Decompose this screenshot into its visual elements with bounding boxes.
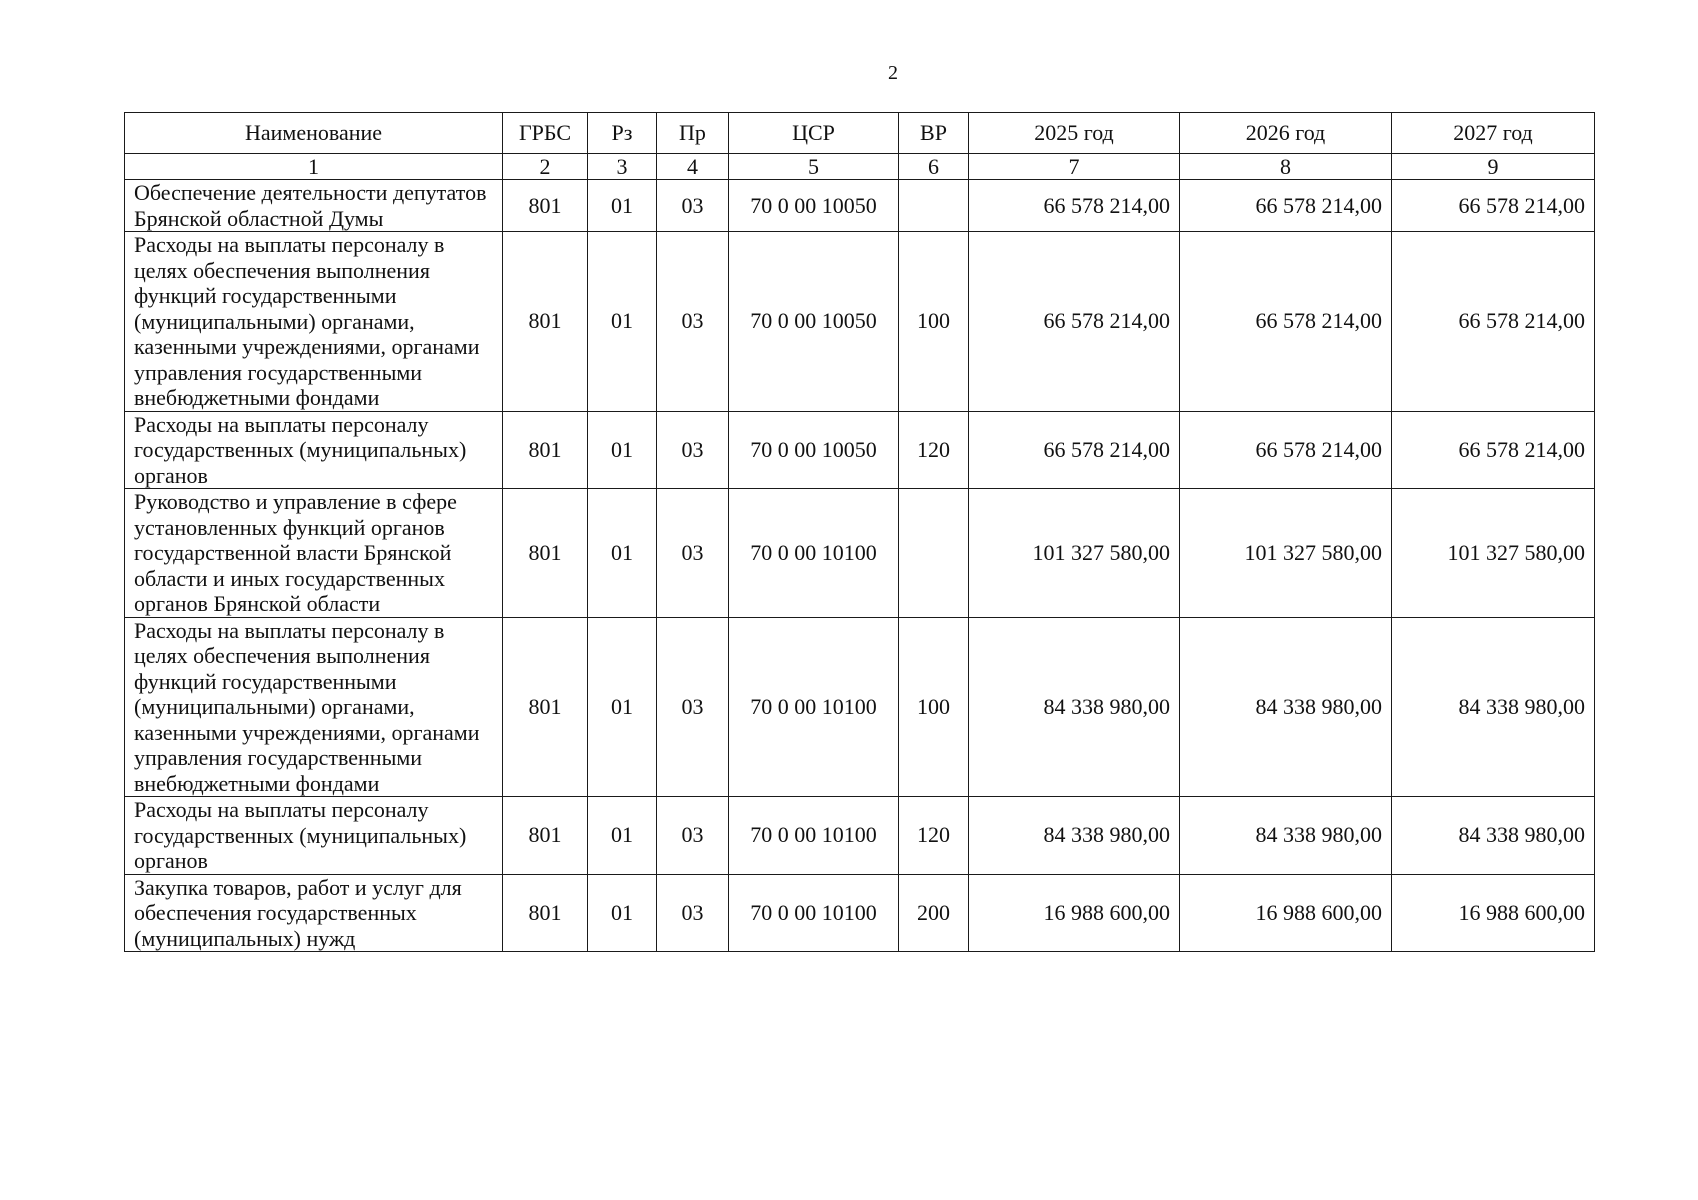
row-name: Руководство и управление в сфере установленных функций органов государственной власти Брянской области и иных государственных органов Брянской области (125, 489, 503, 618)
header-pr: Пр (657, 113, 729, 154)
table-row (125, 232, 1595, 412)
column-number: 2 (503, 154, 588, 180)
row-rz: 01 (588, 617, 657, 797)
row-csr: 70 0 00 10100 (729, 874, 899, 952)
row-rz: 01 (588, 797, 657, 875)
header-name: Наименование (125, 113, 503, 154)
header-2026: 2026 год (1180, 113, 1392, 154)
row-csr: 70 0 00 10100 (729, 617, 899, 797)
row-pr: 03 (657, 874, 729, 952)
row-vr (899, 489, 969, 618)
row-rz: 01 (588, 411, 657, 489)
row-amount-2025: 101 327 580,00 (969, 489, 1180, 618)
row-vr (899, 180, 969, 232)
row-vr: 120 (899, 797, 969, 875)
header-grbs: ГРБС (503, 113, 588, 154)
column-number: 1 (125, 154, 503, 180)
table-row (125, 797, 1595, 875)
row-pr: 03 (657, 411, 729, 489)
row-pr: 03 (657, 180, 729, 232)
row-amount-2025: 84 338 980,00 (969, 797, 1180, 875)
row-rz: 01 (588, 232, 657, 412)
row-amount-2026: 66 578 214,00 (1180, 180, 1392, 232)
row-grbs: 801 (503, 874, 588, 952)
column-number: 4 (657, 154, 729, 180)
row-rz: 01 (588, 489, 657, 618)
row-pr: 03 (657, 232, 729, 412)
column-number: 8 (1180, 154, 1392, 180)
row-amount-2025: 84 338 980,00 (969, 617, 1180, 797)
column-number: 6 (899, 154, 969, 180)
budget-table (124, 112, 1595, 952)
row-name: Расходы на выплаты персоналу в целях обеспечения выполнения функций государственными (муниципальными) органами, казенными учреждениями, органами управления государственными внебюджетными фондами (125, 232, 503, 412)
table-body (125, 180, 1595, 952)
row-amount-2027: 84 338 980,00 (1392, 617, 1595, 797)
row-vr: 200 (899, 874, 969, 952)
row-amount-2027: 16 988 600,00 (1392, 874, 1595, 952)
row-name: Расходы на выплаты персоналу государственных (муниципальных) органов (125, 797, 503, 875)
table-row (125, 874, 1595, 952)
row-grbs: 801 (503, 180, 588, 232)
header-rz: Рз (588, 113, 657, 154)
header-row (125, 113, 1595, 154)
row-csr: 70 0 00 10100 (729, 797, 899, 875)
row-grbs: 801 (503, 489, 588, 618)
row-amount-2026: 66 578 214,00 (1180, 411, 1392, 489)
row-name: Закупка товаров, работ и услуг для обеспечения государственных (муниципальных) нужд (125, 874, 503, 952)
row-amount-2026: 101 327 580,00 (1180, 489, 1392, 618)
header-csr: ЦСР (729, 113, 899, 154)
row-pr: 03 (657, 617, 729, 797)
row-amount-2026: 84 338 980,00 (1180, 797, 1392, 875)
column-number: 3 (588, 154, 657, 180)
column-number: 9 (1392, 154, 1595, 180)
row-amount-2027: 66 578 214,00 (1392, 180, 1595, 232)
row-grbs: 801 (503, 797, 588, 875)
row-vr: 120 (899, 411, 969, 489)
row-amount-2026: 16 988 600,00 (1180, 874, 1392, 952)
row-vr: 100 (899, 232, 969, 412)
row-amount-2027: 84 338 980,00 (1392, 797, 1595, 875)
table-row (125, 411, 1595, 489)
row-csr: 70 0 00 10050 (729, 411, 899, 489)
row-vr: 100 (899, 617, 969, 797)
row-grbs: 801 (503, 232, 588, 412)
table-row (125, 489, 1595, 618)
row-amount-2025: 66 578 214,00 (969, 232, 1180, 412)
row-amount-2027: 66 578 214,00 (1392, 411, 1595, 489)
row-csr: 70 0 00 10050 (729, 180, 899, 232)
row-rz: 01 (588, 874, 657, 952)
row-csr: 70 0 00 10100 (729, 489, 899, 618)
row-name: Расходы на выплаты персоналу в целях обеспечения выполнения функций государственными (муниципальными) органами, казенными учреждениями, органами управления государственными внебюджетными фондами (125, 617, 503, 797)
page-number: 2 (888, 62, 898, 84)
row-amount-2027: 66 578 214,00 (1392, 232, 1595, 412)
row-grbs: 801 (503, 617, 588, 797)
header-2027: 2027 год (1392, 113, 1595, 154)
column-number: 7 (969, 154, 1180, 180)
column-number-row (125, 154, 1595, 180)
row-amount-2025: 16 988 600,00 (969, 874, 1180, 952)
row-amount-2027: 101 327 580,00 (1392, 489, 1595, 618)
row-pr: 03 (657, 489, 729, 618)
row-rz: 01 (588, 180, 657, 232)
row-amount-2026: 84 338 980,00 (1180, 617, 1392, 797)
column-number: 5 (729, 154, 899, 180)
row-grbs: 801 (503, 411, 588, 489)
row-csr: 70 0 00 10050 (729, 232, 899, 412)
table-header (125, 113, 1595, 180)
row-amount-2025: 66 578 214,00 (969, 411, 1180, 489)
table-row (125, 180, 1595, 232)
row-name: Обеспечение деятельности депутатов Брянской областной Думы (125, 180, 503, 232)
row-pr: 03 (657, 797, 729, 875)
table-row (125, 617, 1595, 797)
row-amount-2026: 66 578 214,00 (1180, 232, 1392, 412)
row-name: Расходы на выплаты персоналу государственных (муниципальных) органов (125, 411, 503, 489)
row-amount-2025: 66 578 214,00 (969, 180, 1180, 232)
header-vr: ВР (899, 113, 969, 154)
header-2025: 2025 год (969, 113, 1180, 154)
